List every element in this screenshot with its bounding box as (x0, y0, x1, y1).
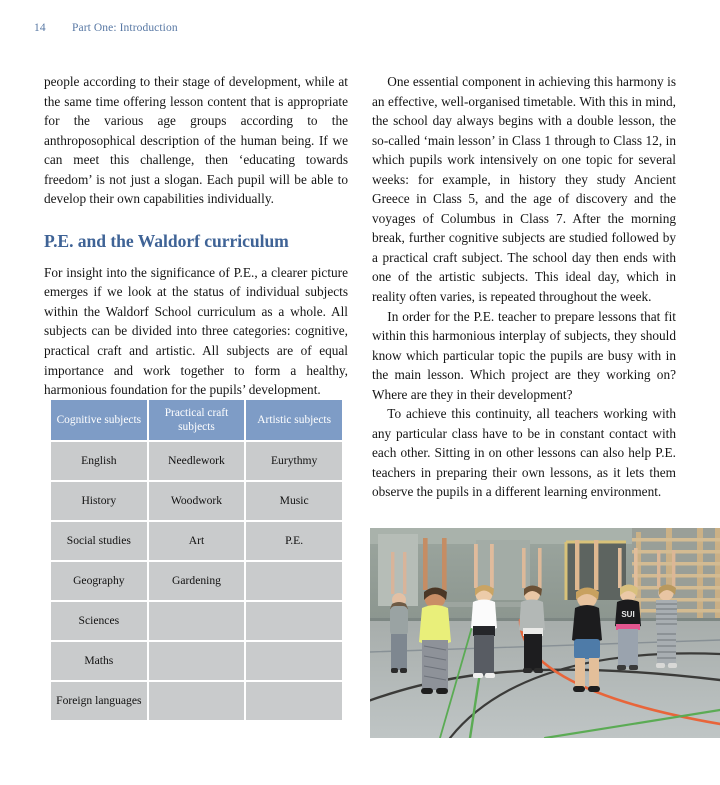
table-cell: English (51, 442, 147, 480)
table-cell (246, 602, 342, 640)
table-row (51, 562, 342, 600)
table-cell: P.E. (246, 522, 342, 560)
table-cell: Sciences (51, 602, 147, 640)
running-head-title: Part One: Introduction (72, 22, 178, 34)
table-cell (149, 642, 245, 680)
photo-illustration (370, 528, 720, 738)
table-header-practical-craft: Practical craft subjects (149, 400, 245, 440)
subjects-table (49, 398, 344, 722)
table-cell: Music (246, 482, 342, 520)
table-row (51, 442, 342, 480)
table-cell: History (51, 482, 147, 520)
table-header-row (51, 400, 342, 440)
table-cell: Eurythmy (246, 442, 342, 480)
table-cell: Foreign languages (51, 682, 147, 720)
table-cell (246, 682, 342, 720)
left-column (44, 72, 348, 400)
table-cell (149, 682, 245, 720)
table-cell: Maths (51, 642, 147, 680)
table-row (51, 642, 342, 680)
table-header-artistic: Artistic subjects (246, 400, 342, 440)
left-paragraph-2: For insight into the significance of P.E., a clearer picture emerges if we look at the status of individual subjects within the Waldorf School curriculum as a whole. All subjects can be divided into three categories: cognitive, practical craft and artistic. All subjects are of equal importance and work together to form a healthy, harmonious foundation for the pupils’ development. (44, 264, 348, 398)
page-number: 14 (34, 22, 46, 34)
right-paragraph-3: To achieve this continuity, all teachers working with any particular class have to be in constant contact with each other. Sitting in on other lessons can also help P.E. teachers in preparing their own lessons, as it lets them observe the pupils in a different learning environment. (372, 406, 676, 500)
table-body (51, 442, 342, 720)
table-row (51, 522, 342, 560)
table-cell: Social studies (51, 522, 147, 560)
table-cell: Geography (51, 562, 147, 600)
left-paragraph-1: people according to their stage of development, while at the same time offering lesson content that is appropriate for the various age groups according to the anthroposophical description of the human being. If we can meet this challenge, then ‘educating towards freedom’ is not just a slogan. Each pupil will be able to develop their own capabilities individually. (44, 74, 348, 207)
table-cell (246, 562, 342, 600)
table-cell: Needlework (149, 442, 245, 480)
table-header-cognitive: Cognitive subjects (51, 400, 147, 440)
running-head (34, 22, 178, 34)
table-cell: Gardening (149, 562, 245, 600)
table-cell: Art (149, 522, 245, 560)
table-cell (246, 642, 342, 680)
section-heading: P.E. and the Waldorf curriculum (44, 230, 289, 251)
svg-text:SUI: SUI (621, 610, 635, 619)
right-column (372, 72, 676, 502)
table-cell (149, 602, 245, 640)
right-paragraph-2: In order for the P.E. teacher to prepare lessons that fit within this harmonious interplay of subjects, they should know which particular topic the pupils are busy with in the main lesson. Which project are they working on? Where are they in their development? (372, 308, 676, 402)
gymnasium-photograph (370, 528, 720, 738)
table-row (51, 602, 342, 640)
right-paragraph-1: One essential component in achieving this harmony is an effective, well-organised timetable. With this in mind, the school day always begins with a double lesson, the so-called ‘main lesson’ in Class 1 through to Class 12, in which pupils work intensively on one topic for several weeks: for example, in history they study Ancient Greece in Class 5, and the age of discovery and the voyages of Columbus in Class 7. After the morning break, further cognitive subjects are studied followed by a practical craft subject. The school day then ends with one of the artistic subjects. This ideal day, which in reality often varies, is repeated throughout the week. (372, 74, 676, 305)
table-row (51, 482, 342, 520)
table-cell: Woodwork (149, 482, 245, 520)
table-row (51, 682, 342, 720)
